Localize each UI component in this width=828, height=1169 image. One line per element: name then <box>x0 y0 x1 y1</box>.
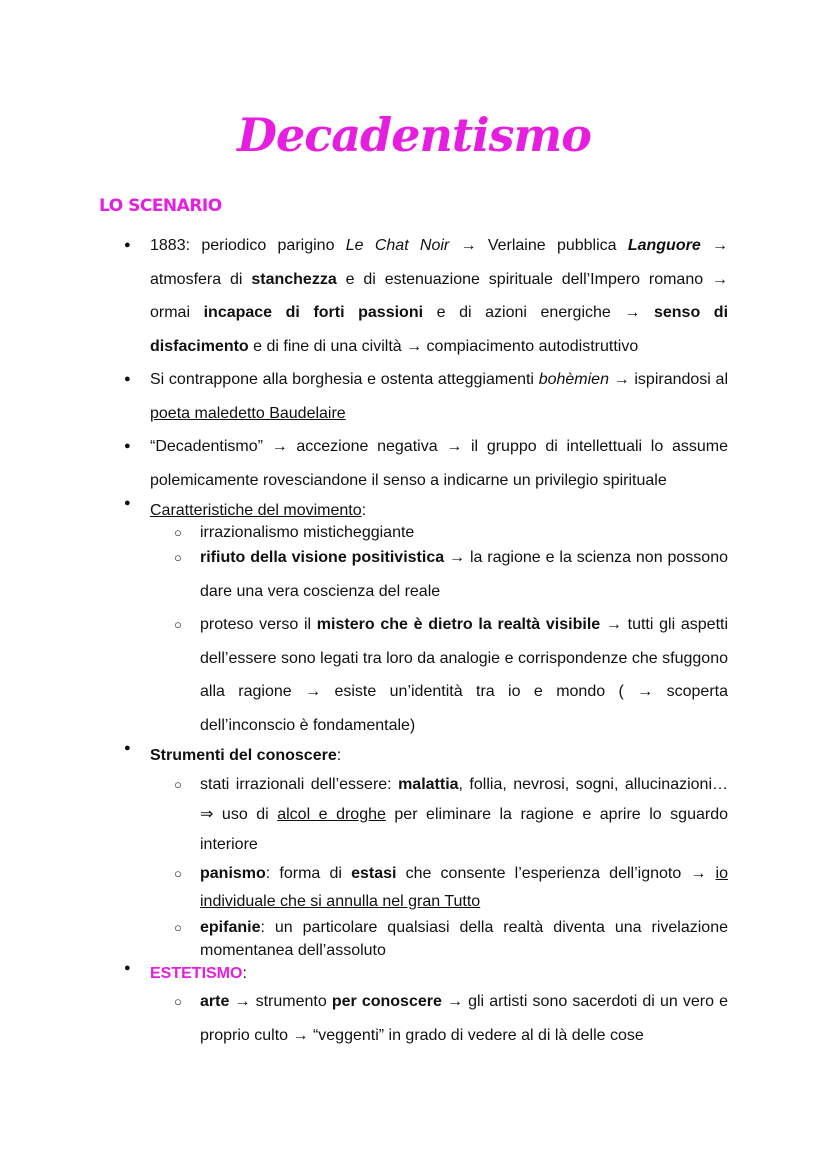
text: : <box>336 747 342 764</box>
bold-text: panismo <box>200 865 266 882</box>
sub-list-item <box>200 770 728 860</box>
text: → atmosfera di <box>150 237 729 288</box>
text: → Verlaine pubblica <box>449 237 628 254</box>
list-item <box>150 363 728 430</box>
bold-text: per conoscere <box>331 993 442 1010</box>
bold-text: mistero che è dietro la realtà visibile <box>316 616 601 633</box>
text: , follia, nevrosi, sogni, allucinazioni… ⇒ uso di <box>200 776 728 823</box>
bold-text: incapace di forti passioni <box>203 304 424 321</box>
text: : <box>361 502 367 519</box>
sub-list-item <box>200 608 728 742</box>
sub-bullet-list <box>150 770 728 962</box>
text: proteso verso il <box>200 616 317 633</box>
text: : forma di <box>265 865 352 882</box>
sub-list-item <box>200 860 728 916</box>
text: stati irrazionali dell’essere: <box>200 776 399 793</box>
page-title: Decadentismo <box>237 108 591 162</box>
bold-text: senso di disfacimento <box>150 304 729 355</box>
text: e di azioni energiche → <box>423 304 654 321</box>
bold-text: stanchezza <box>251 270 337 288</box>
underlined-text: io individuale che si annulla nel gran Tutto <box>200 865 728 910</box>
highlight-text: ESTETISMO <box>150 965 243 982</box>
text: irrazionalismo misticheggiante <box>200 524 415 541</box>
sub-list-item <box>200 916 728 962</box>
text: : <box>242 965 247 982</box>
text: → la ragione e la scienza non possono dare una vera coscienza del reale <box>200 549 728 600</box>
bold-text: arte <box>200 993 230 1010</box>
section-heading: LO SCENARIO <box>99 196 222 216</box>
sub-bullet-list <box>150 985 728 1052</box>
text: : un particolare qualsiasi della realtà diventa una rivelazione momentanea dell’assoluto <box>200 919 728 959</box>
text: 1883: periodico parigino <box>150 237 346 254</box>
text: → strumento <box>229 993 332 1010</box>
underlined-text: Caratteristiche del movimento <box>150 502 362 519</box>
text: per eliminare la ragione e aprire lo sguardo interiore <box>200 806 728 853</box>
underlined-text: alcol e droghe <box>277 806 386 823</box>
list-item <box>150 497 728 742</box>
sub-list-item <box>200 525 728 541</box>
text: → ispirandosi al <box>608 371 728 388</box>
underlined-text: poeta maledetto Baudelaire <box>150 404 346 422</box>
main-bullet-list <box>0 229 828 1052</box>
sub-bullet-list <box>150 525 728 742</box>
text: Si contrappone alla borghesia e ostenta atteggiamenti <box>150 371 539 388</box>
bold-text: malattia <box>398 776 459 793</box>
sub-list-item <box>200 985 728 1052</box>
text: che consente l’esperienza dell’ignoto → <box>396 865 716 882</box>
bold-italic-text: Languore <box>627 237 701 254</box>
bold-text: epifanie <box>200 919 261 936</box>
italic-text: Le Chat Noir <box>345 237 450 254</box>
list-item <box>150 430 728 497</box>
list-item <box>150 229 728 363</box>
list-item <box>150 742 728 962</box>
text: “Decadentismo” → accezione negativa → il gruppo di intellettuali lo assume polemicamente rovesciandone il senso a indicarne un privilegio spirituale <box>150 438 728 489</box>
bold-text: rifiuto della visione positivistica <box>200 549 445 566</box>
list-item <box>150 962 728 1052</box>
sub-list-item <box>200 541 728 608</box>
text: → gli artisti sono sacerdoti di un vero e proprio culto → “veggenti” in grado di vedere al di là delle cose <box>200 993 728 1044</box>
bold-text: Strumenti del conoscere <box>150 747 337 764</box>
text: → tutti gli aspetti dell’essere sono legati tra loro da analogie e corrispondenze che sfuggono alla ragione → esiste un’identità tra io e mondo ( → scoperta dell’inconscio è fondamentale) <box>200 616 729 734</box>
text: e di fine di una civiltà → compiacimento autodistruttivo <box>248 337 639 355</box>
text: e di estenuazione spirituale dell’Impero romano → ormai <box>150 270 728 321</box>
italic-text: bohèmien <box>538 371 609 388</box>
bold-text: estasi <box>351 865 397 882</box>
